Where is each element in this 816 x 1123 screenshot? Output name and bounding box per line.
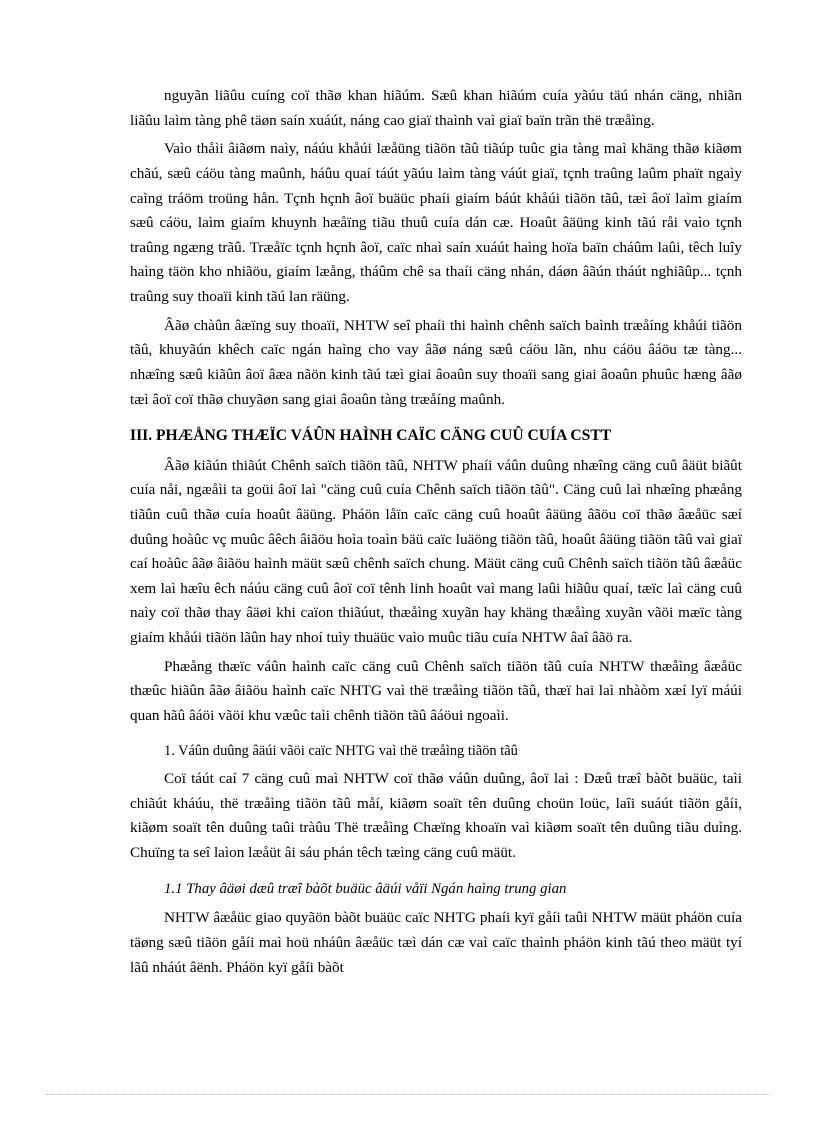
document-body: [130, 84, 742, 980]
paragraph: Phæång thæïc váûn haình caïc cäng cuû Chênh saïch tiãön tãû cuía NHTW thæåìng âæåüc thæûc hiãûn âãø âiãöu haình caïc NHTG vaì thë træåìng tiãön tãû, thæï hai laì nhàòm xæí lyï máúi quan hãû âáöi vãöi khu væûc taìi chênh tiãön tãû âáöui ngoaìi.: [130, 657, 742, 724]
section-heading: III. PHÆÅNG THÆÏC VÁÛN HAÌNH CAÏC CÄNG CUÛ CUÍA CSTT: [130, 427, 612, 445]
paragraph: Âãø chàûn âæïng suy thoaïi, NHTW seî phaíi thi haình chênh saïch baình træåíng khåúi tiãön tãû, khuyãún khêch caïc ngán haìng cho vay âãø náng sæû cáöu lãn, nhu cáöu âáöu tæ tàng... nhæîng sæû kiãûn âoï âæa nãön kinh tãú tæì giai âoaûn suy thoaïi sang giai âoaûn phuûc hæng âãø tæì âoï coï thãø chuyãøn sang giai âoaûn tàng træåíng maûnh.: [130, 316, 742, 408]
paragraph: nguyãn liãûu cuíng coï thãø khan hiãúm. Sæû khan hiãúm cuía yãúu täú nhán cäng, nhiãn liãûu laìm tàng phê täøn saín xuáút, náng cao giaï thaình vaì giaï baïn trãn thë træåìng.: [130, 87, 742, 129]
paragraph: NHTW âæåüc giao quyãön bàõt buäüc caïc NHTG phaíi kyï gåíi taûi NHTW mäüt pháön cuía täøng sæû tiãön gåíi maì hoü nháûn âæåüc tæì dán cæ vaì caïc thaình pháön kinh tãú theo mäüt tyí lãû nháút âënh. Pháön kyï gåíi bàõt: [130, 909, 742, 976]
paragraph: Vaìo thåìi âiãøm naìy, náúu khåúi læåüng tiãön tãû tiãúp tuûc gia tàng maì khäng thãø kiãøm chãú, sæû cáöu tàng maûnh, háûu quaí táút yãúu laìm tàng váút giaï, tçnh traûng laûm phaït ngaìy caìng tráöm troüng hån. Tçnh hçnh âoï buäüc phaíi giaím báút khåúi tiãön tãû, tæì âoï laìm giaím sæû cáöu, laìm giaím khuynh hæåïng tiãu thuû cuía dán cæ. Hoaût âäüng kinh tãú råi vaìo tçnh traûng ngæng trãû. Træåïc tçnh hçnh âoï, caïc nhaì saín xuáút haìng hoïa baïn cháûm laûi, têch luîy haìng täön kho nhiãöu, giaím læång, tháûm chê sa thaíi cäng nhán, dáøn âãún tháút nghiãûp... tçnh traûng suy thoaïi kinh tãú lan räüng.: [130, 140, 742, 305]
paragraph: Coï táút caí 7 cäng cuû maì NHTW coï thãø váûn duûng, âoï laì : Dæû træî bàõt buäüc, taìi chiãút kháúu, thë træåìng tiãön tãû måí, kiãøm soaït tên duûng choün loüc, laîi suáút tiãön gåíi, kiãøm soaït tên duûng taûi tràûu Thë træåìng Chæïng khoaïn vaì kiãøm soaït tên duûng tiãu duìng. Chuïng ta seî laìon læåüt âi sáu phán têch tæìng cäng cuû mäüt.: [130, 769, 742, 861]
footer-divider: [46, 1094, 770, 1095]
subsection-heading-italic: 1.1 Thay âäøi dæû træî bàõt buäüc âäúi våïi Ngán haìng trung gian: [164, 881, 567, 898]
paragraph: Âãø kiãún thiãút Chênh saïch tiãön tãû, NHTW phaíi váûn duûng nhæîng cäng cuû âäüt biãût cuía nåi, ngæåìi ta goüi âoï laì "cäng cuû cuía Chênh saïch tiãön tãû". Cäng cuû laì nhæîng phæång tiãûn cuû thãø cuía hoaût âäüng. Pháön låïn caïc cäng cuû hoaût âäüng âãöu coï thãø âæåüc sæí duûng hoàûc vç muûc âêch âiãöu hoìa toaìn bäü caïc luäöng tiãön tãû, hoaût âäüng tiãön tãû vaì giaï caí hoàûc âãø âiãöu haình mäüt sæû chênh saïch chung. Mäüt cäng cuû Chênh saïch tiãön tãû âæåüc xem laì hæîu êch náúu cäng cuû âoï coï tênh linh hoaût vaì mang laûi hiãûu quaí, tæïc laì cäng cuû naìy coï thãø thay âäøi khi caïon thiãúut, thæåìng xuyãn hay khäng thæåìng xuyãn vãöi mæïc tàng giaím khåúi tiãön lãûn hay nhoí tuìy thuäüc vaìo muûc tiãu cuía NHTW âaî âãö ra.: [130, 456, 742, 647]
subsection-heading: 1. Váûn duûng âäúi vãöi caïc NHTG vaì thë træåìng tiãön tãû: [164, 742, 518, 759]
